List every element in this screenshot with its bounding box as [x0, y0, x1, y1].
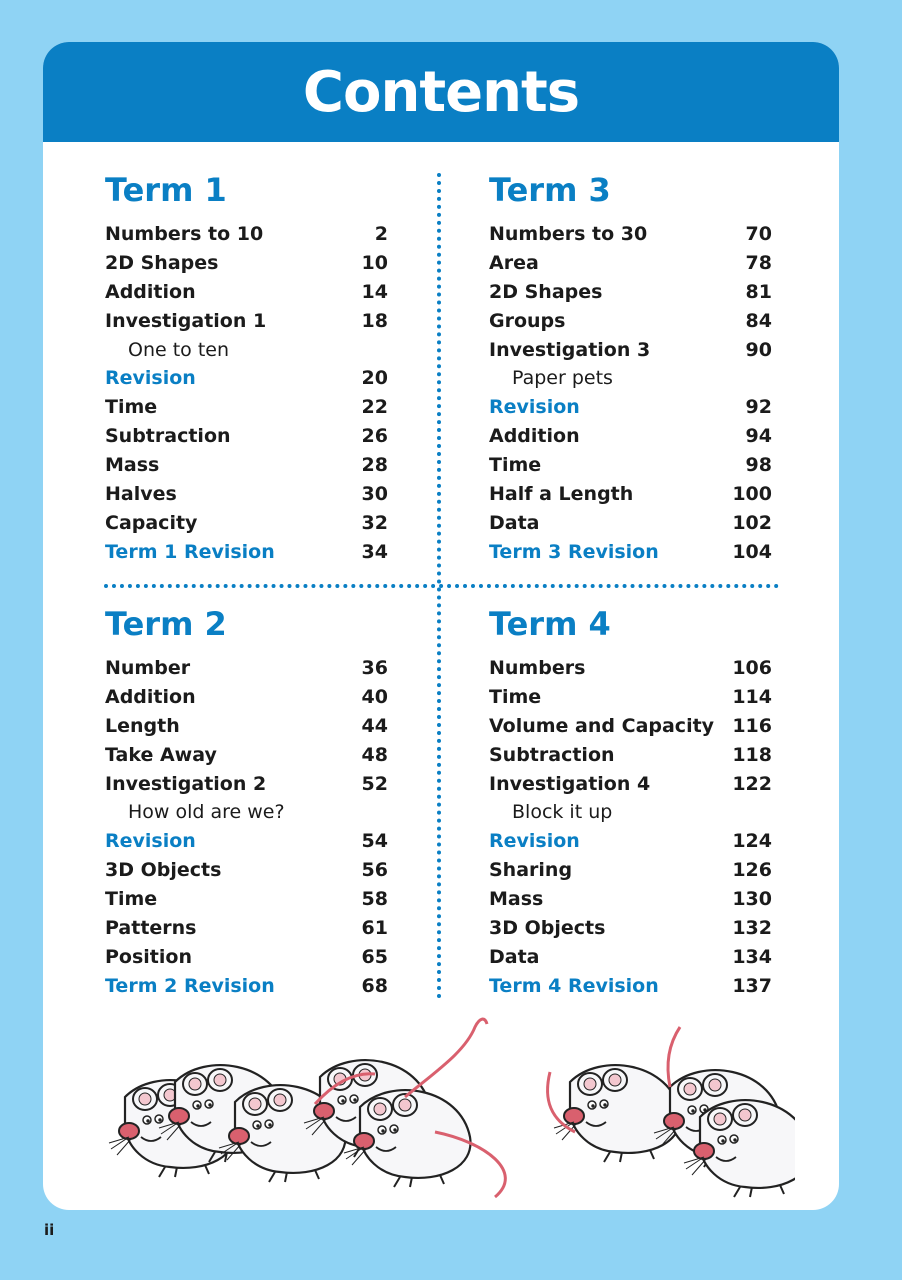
entry-label: Investigation 4 [489, 772, 651, 795]
toc-entry[interactable] [105, 422, 388, 451]
entry-page: 52 [361, 772, 388, 795]
entry-page: 100 [732, 483, 772, 506]
toc-entry[interactable] [489, 220, 772, 249]
entry-page: 68 [361, 974, 388, 997]
entry-page: 104 [732, 540, 772, 563]
entry-page: 106 [732, 657, 772, 679]
entry-label: Term 4 Revision [489, 974, 659, 997]
entry-label: How old are we? [128, 801, 285, 824]
toc-entry[interactable] [105, 741, 388, 770]
toc-entry[interactable] [489, 509, 772, 538]
term-heading: Term 3 [489, 171, 611, 209]
entry-label: One to ten [128, 338, 230, 361]
toc-entry-revision[interactable] [489, 393, 772, 422]
entry-page: 56 [361, 859, 388, 882]
entry-label: Paper pets [512, 367, 613, 390]
entry-label: Time [489, 685, 542, 708]
toc-entry[interactable] [489, 683, 772, 712]
entry-label: 3D Objects [105, 859, 222, 882]
entry-page: 124 [732, 830, 772, 853]
entry-page: 78 [745, 251, 772, 274]
entry-label: Halves [105, 483, 177, 506]
mice-illustration [105, 1012, 795, 1202]
term-heading: Term 1 [105, 171, 227, 209]
entry-label: Revision [105, 830, 196, 853]
toc-entry[interactable] [489, 422, 772, 451]
entry-label: Block it up [512, 801, 613, 824]
entry-label: Time [105, 396, 158, 419]
entry-label: Investigation 1 [105, 309, 267, 332]
entry-label: Position [105, 945, 192, 968]
toc-entry[interactable] [489, 654, 772, 683]
entry-page: 58 [361, 888, 388, 911]
term-3-section [489, 170, 772, 567]
entry-page: 2 [374, 223, 388, 245]
entry-label: Capacity [105, 511, 198, 534]
entry-page: 92 [745, 396, 772, 419]
toc-entry[interactable] [105, 451, 388, 480]
toc-entry[interactable] [489, 943, 772, 972]
entry-page: 90 [745, 338, 772, 361]
entry-page: 114 [732, 685, 772, 708]
entry-label: Mass [105, 454, 160, 477]
toc-entry[interactable] [489, 336, 772, 365]
entry-label: Time [489, 454, 542, 477]
entry-label: Addition [105, 280, 196, 303]
entry-label: Revision [105, 367, 196, 390]
entry-label: Addition [489, 425, 580, 448]
toc-entry[interactable] [489, 480, 772, 509]
toc-entry[interactable] [105, 249, 388, 278]
entry-label: Length [105, 714, 180, 737]
toc-entry[interactable] [105, 712, 388, 741]
entry-label: Revision [489, 396, 580, 419]
toc-entry-term-revision[interactable] [489, 538, 772, 567]
title-banner [43, 42, 839, 142]
entry-label: Volume and Capacity [489, 714, 715, 737]
entry-page: 126 [732, 859, 772, 882]
entry-label: Half a Length [489, 483, 634, 506]
entry-label: Area [489, 251, 539, 274]
entry-page: 118 [732, 743, 772, 766]
toc-entry[interactable] [105, 914, 388, 943]
toc-subentry [105, 336, 388, 365]
entry-page: 44 [361, 714, 388, 737]
term-2-section [105, 604, 388, 1001]
toc-entry[interactable] [489, 770, 772, 799]
entry-label: Data [489, 945, 540, 968]
entry-label: Data [489, 511, 540, 534]
toc-entry[interactable] [105, 683, 388, 712]
entry-page: 98 [745, 454, 772, 477]
entry-label: Time [105, 888, 158, 911]
toc-entry-revision[interactable] [105, 364, 388, 393]
entry-page: 81 [745, 280, 772, 303]
entry-page: 26 [361, 425, 388, 448]
entry-label: Sharing [489, 859, 573, 882]
entry-page: 30 [361, 483, 388, 506]
toc-entry-term-revision[interactable] [105, 972, 388, 1001]
entry-label: Numbers to 10 [105, 223, 264, 245]
toc-entry[interactable] [489, 914, 772, 943]
entry-label: Take Away [105, 743, 217, 766]
entry-page: 61 [361, 917, 388, 940]
entry-label: Revision [489, 830, 580, 853]
entry-page: 54 [361, 830, 388, 853]
toc-entry-term-revision[interactable] [105, 538, 388, 567]
term-1-section [105, 170, 388, 567]
toc-subentry [105, 798, 388, 827]
entry-page: 116 [732, 714, 772, 737]
toc-entry-revision[interactable] [489, 827, 772, 856]
entry-label: Term 1 Revision [105, 540, 275, 563]
entry-page: 48 [361, 743, 388, 766]
entry-label: 2D Shapes [489, 280, 603, 303]
entry-page: 134 [732, 945, 772, 968]
toc-entry[interactable] [105, 220, 388, 249]
toc-entry[interactable] [489, 741, 772, 770]
entry-page: 70 [745, 223, 772, 245]
entry-page: 18 [361, 309, 388, 332]
toc-entry[interactable] [105, 943, 388, 972]
toc-entry[interactable] [105, 278, 388, 307]
toc-entry[interactable] [489, 885, 772, 914]
toc-entry[interactable] [105, 885, 388, 914]
entry-label: Groups [489, 309, 566, 332]
entry-page: 10 [361, 251, 388, 274]
toc-subentry [489, 364, 772, 393]
entry-page: 84 [745, 309, 772, 332]
entry-label: Investigation 3 [489, 338, 651, 361]
term-4-section [489, 604, 772, 1001]
entry-page: 40 [361, 685, 388, 708]
entry-page: 130 [732, 888, 772, 911]
term-heading: Term 4 [489, 605, 611, 643]
horizontal-divider [104, 584, 779, 588]
entry-label: Numbers to 30 [489, 223, 648, 245]
toc-entry[interactable] [489, 307, 772, 336]
toc-entry-revision[interactable] [105, 827, 388, 856]
entry-label: Investigation 2 [105, 772, 267, 795]
entry-page: 20 [361, 367, 388, 390]
entry-label: Numbers [489, 657, 586, 679]
entry-label: Addition [105, 685, 196, 708]
entry-page: 34 [361, 540, 388, 563]
entry-page: 36 [361, 657, 388, 679]
page-number: ii [44, 1221, 55, 1239]
toc-entry[interactable] [489, 712, 772, 741]
toc-entry-term-revision[interactable] [489, 972, 772, 1001]
entry-page: 102 [732, 511, 772, 534]
entry-label: Subtraction [105, 425, 231, 448]
entry-page: 94 [745, 425, 772, 448]
entry-page: 28 [361, 454, 388, 477]
entry-page: 32 [361, 511, 388, 534]
entry-page: 137 [732, 974, 772, 997]
toc-entry[interactable] [105, 307, 388, 336]
entry-label: 2D Shapes [105, 251, 219, 274]
toc-entry[interactable] [489, 451, 772, 480]
entry-label: 3D Objects [489, 917, 606, 940]
term-heading: Term 2 [105, 605, 227, 643]
entry-page: 132 [732, 917, 772, 940]
entry-page: 65 [361, 945, 388, 968]
toc-subentry [489, 798, 772, 827]
toc-entry[interactable] [105, 856, 388, 885]
page-title: Contents [302, 59, 580, 125]
toc-entry[interactable] [105, 480, 388, 509]
entry-label: Term 3 Revision [489, 540, 659, 563]
entry-page: 22 [361, 396, 388, 419]
toc-entry[interactable] [105, 654, 388, 683]
entry-label: Patterns [105, 917, 197, 940]
entry-label: Subtraction [489, 743, 615, 766]
toc-entry[interactable] [489, 856, 772, 885]
contents-card [43, 42, 839, 1210]
toc-entry[interactable] [489, 278, 772, 307]
entry-page: 122 [732, 772, 772, 795]
entry-page: 14 [361, 280, 388, 303]
toc-entry[interactable] [105, 393, 388, 422]
entry-label: Term 2 Revision [105, 974, 275, 997]
entry-label: Mass [489, 888, 544, 911]
entry-label: Number [105, 657, 191, 679]
toc-entry[interactable] [105, 509, 388, 538]
toc-entry[interactable] [105, 770, 388, 799]
toc-entry[interactable] [489, 249, 772, 278]
